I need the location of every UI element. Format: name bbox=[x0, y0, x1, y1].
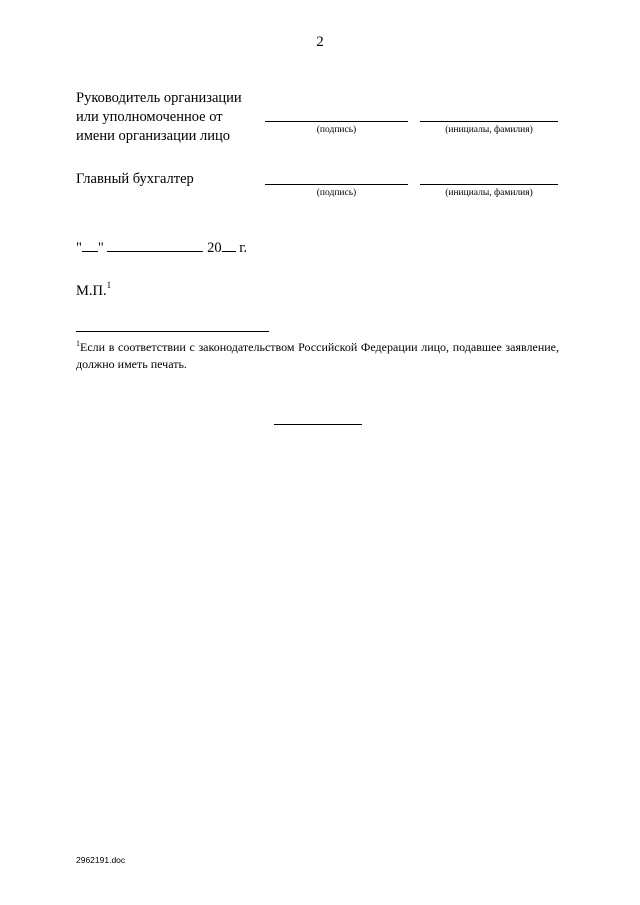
signature-line bbox=[265, 184, 408, 185]
year-blank bbox=[222, 251, 236, 252]
name-line bbox=[420, 184, 558, 185]
signature-line bbox=[265, 121, 408, 122]
signature-caption: (подпись) bbox=[316, 188, 357, 198]
month-blank bbox=[107, 251, 203, 252]
day-blank bbox=[82, 251, 98, 252]
footnote-mark: 1 bbox=[76, 339, 80, 348]
label-line: имени организации лицо bbox=[76, 128, 230, 144]
document-code: 2962191.doc bbox=[76, 855, 126, 865]
end-of-document-line bbox=[274, 424, 362, 425]
footnote-separator bbox=[76, 331, 269, 332]
quote-open: " bbox=[76, 240, 82, 256]
head-signature-label bbox=[76, 89, 242, 146]
stamp-place bbox=[76, 280, 111, 300]
footnote-text: Если в соответствии с законодательством Российской Федерации лицо, подавшее заявление, должно иметь печать. bbox=[76, 340, 559, 371]
name-line bbox=[420, 121, 558, 122]
quote-close: " bbox=[97, 240, 104, 256]
footnote-reference: 1 bbox=[106, 280, 112, 290]
name-caption: (инициалы, фамилия) bbox=[445, 188, 533, 198]
label-line: или уполномоченное от bbox=[76, 109, 223, 125]
date-line bbox=[76, 240, 247, 257]
stamp-label: М.П. bbox=[76, 283, 107, 299]
name-caption: (инициалы, фамилия) bbox=[445, 125, 533, 135]
label-line: Руководитель организации bbox=[76, 90, 242, 106]
year-suffix: г. bbox=[239, 240, 248, 256]
accountant-signature-label: Главный бухгалтер bbox=[76, 171, 194, 187]
page-number: 2 bbox=[316, 34, 324, 50]
footnote bbox=[76, 335, 559, 373]
signature-caption: (подпись) bbox=[316, 125, 357, 135]
year-prefix: 20 bbox=[207, 240, 222, 256]
